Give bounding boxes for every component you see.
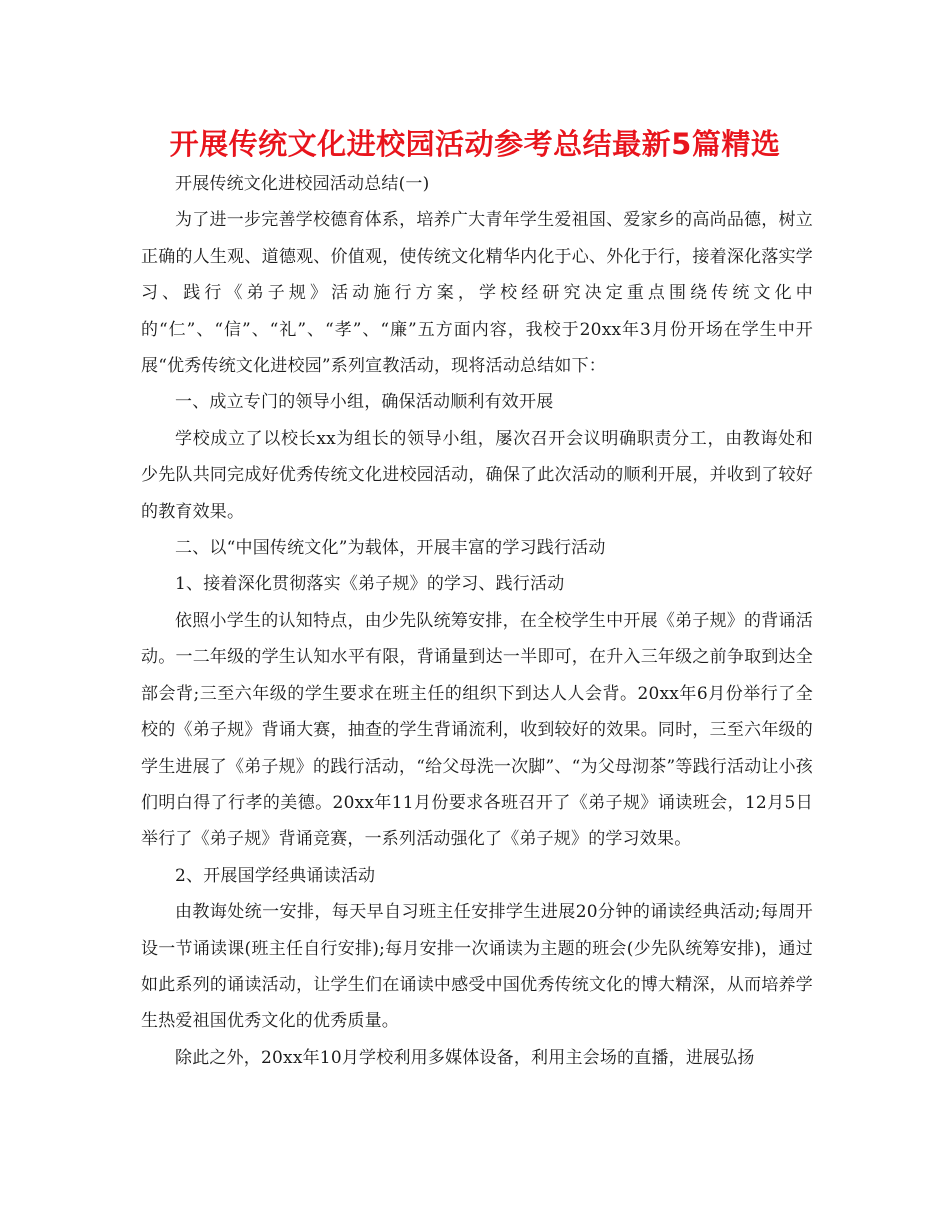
paragraph: 除此之外，20xx年10月学校利用多媒体设备，利用主会场的直播，进展弘扬 (175, 1047, 755, 1068)
paragraph: 由教诲处统一安排，每天早自习班主任安排学生进展20分钟的诵读经典活动;每周开设一节诵读课(班主任自行安排);每月安排一次诵读为主题的班会(少先队统筹安排)，通过如此系列的诵读活动，让学生们在诵读中感受中国优秀传统文化的博大精深，从而培养学生热爱祖国优秀文化的优秀质量。 (141, 902, 813, 1032)
document-title: 开展传统文化进校园活动参考总结最新5篇精选 (169, 127, 781, 161)
section-heading: 开展传统文化进校园活动总结(一) (175, 174, 430, 194)
paragraph: 为了进一步完善学校德育体系，培养广大青年学生爱祖国、爱家乡的高尚品德，树立正确的人生观、道德观、价值观，使传统文化精华内化于心、外化于行，接着深化落实学习、践行《弟子规》活动施行方案，学校经研究决定重点围绕传统文化中的“仁”、“信”、“礼”、“孝”、“廉”五方面内容，我校于20xx年3月份开场在学生中开展“优秀传统文化进校园”系列宣教活动，现将活动总结如下： (141, 210, 813, 377)
paragraph: 学校成立了以校长xx为组长的领导小组，屡次召开会议明确职责分工，由教诲处和少先队共同完成好优秀传统文化进校园活动，确保了此次活动的顺利开展，并收到了较好的教育效果。 (141, 428, 813, 522)
subsection-heading: 2、开展国学经典诵读活动 (175, 865, 376, 886)
section-heading: 一、成立专门的领导小组，确保活动顺利有效开展 (175, 392, 554, 413)
paragraph: 依照小学生的认知特点，由少先队统筹安排，在全校学生中开展《弟子规》的背诵活动。一二年级的学生认知水平有限，背诵量到达一半即可，在升入三年级之前争取到达全部会背;三至六年级的学生要求在班主任的组织下到达人人会背。20xx年6月份举行了全校的《弟子规》背诵大赛，抽查的学生背诵流利，收到较好的效果。同时，三至六年级的学生进展了《弟子规》的践行活动，“给父母洗一次脚”、“为父母沏茶”等践行活动让小孩们明白得了行孝的美德。20xx年11月份要求各班召开了《弟子规》诵读班会，12月5日举行了《弟子规》背诵竞赛，一系列活动强化了《弟子规》的学习效果。 (141, 610, 813, 850)
document-body (141, 166, 813, 1076)
section-heading: 二、以“中国传统文化”为载体，开展丰富的学习践行活动 (175, 538, 606, 559)
subsection-heading: 1、接着深化贯彻落实《弟子规》的学习、践行活动 (175, 574, 565, 595)
